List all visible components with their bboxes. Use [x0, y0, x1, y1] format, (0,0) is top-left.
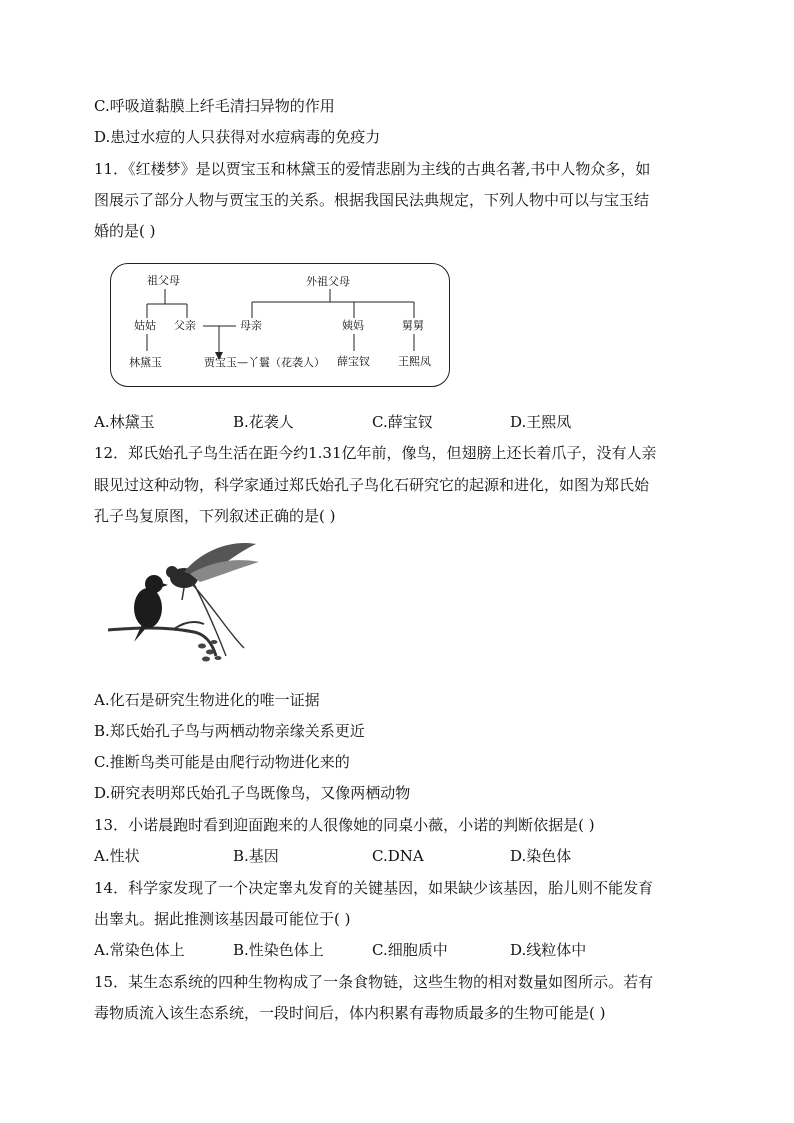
confuciusornis-illustration: [104, 538, 284, 668]
q12-option-b: B.郑氏始孔子鸟与两栖动物亲缘关系更近: [94, 722, 365, 740]
q12-option-c: C.推断鸟类可能是由爬行动物进化来的: [94, 753, 350, 771]
q14-stem-line1: 14．科学家发现了一个决定睾丸发育的关键基因，如果缺少该基因，胎儿则不能发育: [94, 879, 654, 897]
q13-option-c: C.DNA: [372, 847, 424, 865]
q11-stem-line3: 婚的是( ): [94, 222, 156, 240]
q12-stem-line1: 12．郑氏始孔子鸟生活在距今约1.31亿年前，像鸟，但翅膀上还长着爪子，没有人亲: [94, 444, 657, 462]
q12-option-d: D.研究表明郑氏始孔子鸟既像鸟，又像两栖动物: [94, 784, 411, 802]
q10-option-c: C.呼吸道黏膜上纤毛清扫异物的作用: [94, 97, 335, 115]
q11-stem-line1: 11．《红楼梦》是以贾宝玉和林黛玉的爱情悲剧为主线的古典名著,书中人物众多，如: [94, 160, 651, 178]
q12-option-a: A.化石是研究生物进化的唯一证据: [94, 691, 320, 709]
q14-option-d: D.线粒体中: [510, 941, 587, 959]
tree-xue-baochai: 薛宝钗: [337, 355, 370, 368]
tree-maternal-grandparents: 外祖父母: [306, 275, 350, 288]
tree-mother: 母亲: [240, 319, 262, 332]
tree-wang-xifeng: 王熙凤: [398, 355, 431, 368]
tree-aunt: 姑姑: [134, 319, 156, 332]
q12-stem-line3: 孔子鸟复原图，下列叙述正确的是( ): [94, 507, 336, 525]
q14-option-a: A.常染色体上: [94, 941, 185, 959]
tree-grandparents: 祖父母: [147, 274, 180, 287]
q15-stem-line1: 15．某生态系统的四种生物构成了一条食物链，这些生物的相对数量如图所示。若有: [94, 973, 654, 991]
q11-option-a: A.林黛玉: [94, 413, 155, 431]
q14-option-b: B.性染色体上: [233, 941, 324, 959]
q15-stem-line2: 毒物质流入该生态系统，一段时间后，体内积累有毒物质最多的生物可能是( ): [94, 1004, 606, 1022]
q11-stem-line2: 图展示了部分人物与贾宝玉的关系。根据我国民法典规定，下列人物中可以与宝玉结: [94, 191, 650, 209]
q13-option-a: A.性状: [94, 847, 140, 865]
q13-stem-line1: 13．小诺晨跑时看到迎面跑来的人很像她的同桌小薇，小诺的判断依据是( ): [94, 816, 595, 834]
tree-lin-daiyu: 林黛玉: [129, 356, 162, 369]
q13-option-d: D.染色体: [510, 847, 572, 865]
tree-maternal-aunt: 姨妈: [342, 319, 364, 332]
tree-father: 父亲: [174, 319, 196, 332]
q14-stem-line2: 出睾丸。据此推测该基因最可能位于( ): [94, 910, 351, 928]
q11-option-c: C.薛宝钗: [372, 413, 433, 431]
tree-maternal-uncle: 舅舅: [402, 319, 424, 332]
q13-option-b: B.基因: [233, 847, 279, 865]
q11-option-b: B.花袭人: [233, 413, 294, 431]
tree-baoyu-line: 贾宝玉—丫鬟（花袭人）: [204, 356, 325, 369]
q14-option-c: C.细胞质中: [372, 941, 448, 959]
q11-option-d: D.王熙凤: [510, 413, 572, 431]
q12-stem-line2: 眼见过这种动物，科学家通过郑氏始孔子鸟化石研究它的起源和进化，如图为郑氏始: [94, 476, 650, 494]
q10-option-d: D.患过水痘的人只获得对水痘病毒的免疫力: [94, 128, 381, 146]
